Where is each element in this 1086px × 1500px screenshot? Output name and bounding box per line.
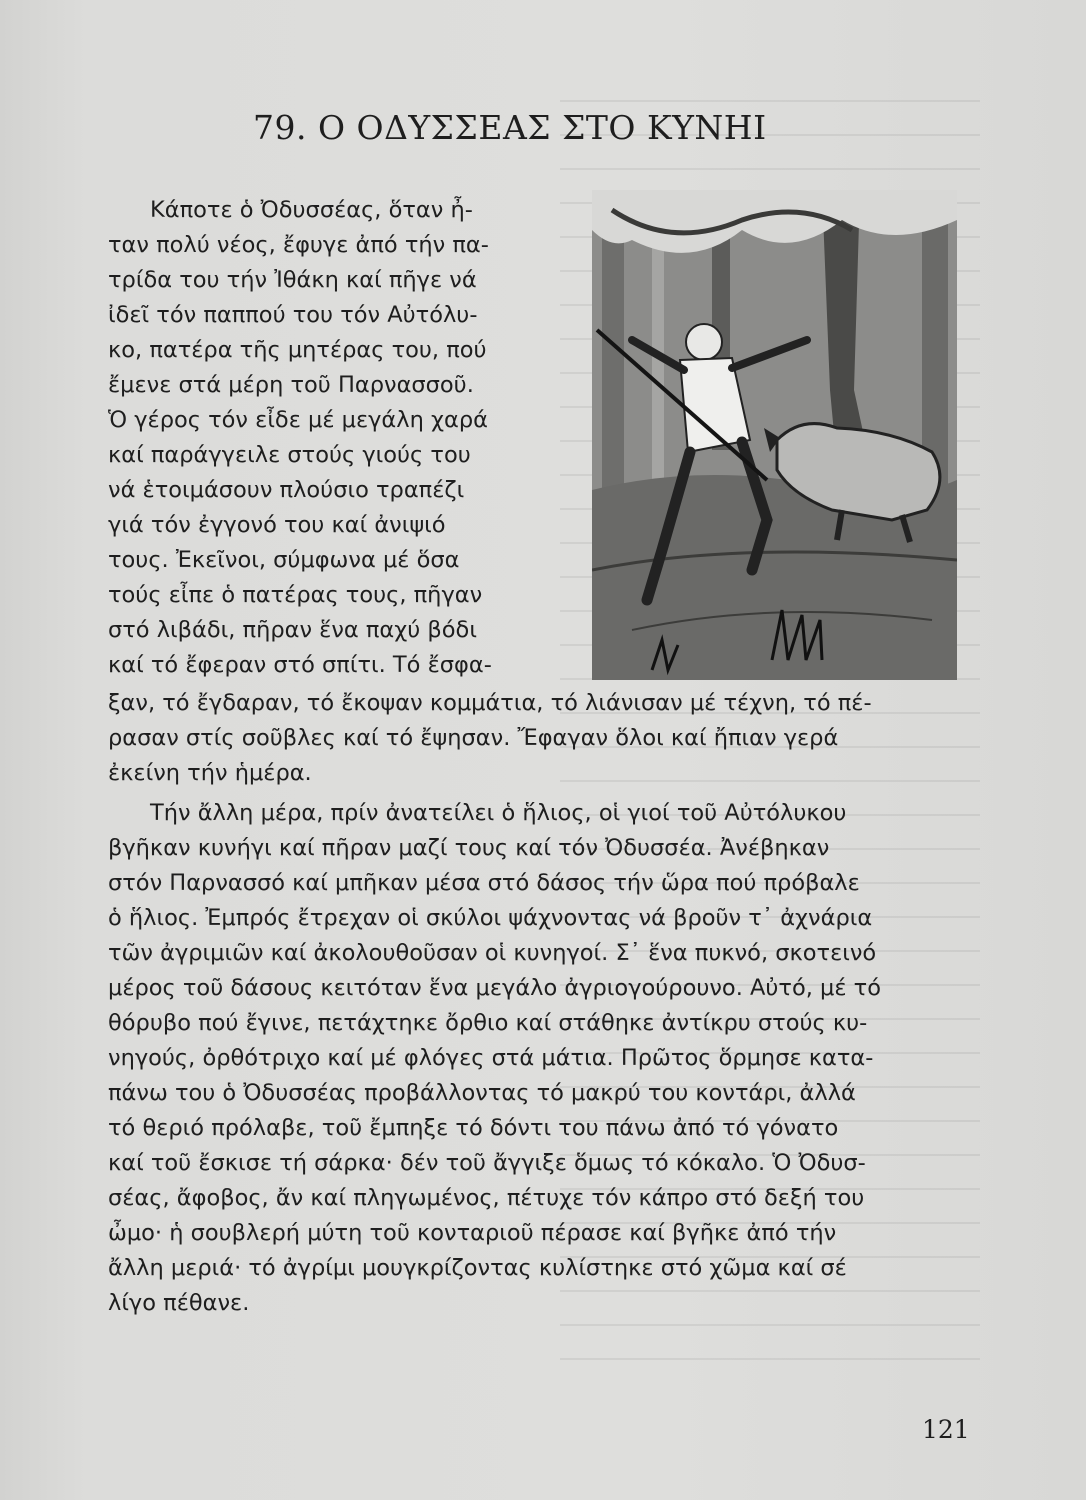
text-line: Τήν ἄλλη μέρα, πρίν ἀνατείλει ὁ ἥλιος, οἱ γιοί τοῦ Αὐτόλυκου (150, 800, 847, 826)
page-number: 121 (922, 1415, 970, 1444)
text-line: στόν Παρνασσό καί μπῆκαν μέσα στό δάσος τήν ὥρα πού πρόβαλε (108, 870, 860, 896)
text-line: νά ἑτοιμάσουν πλούσιο τραπέζι (108, 477, 465, 503)
text-line: ἰδεῖ τόν παππού του τόν Αὐτόλυ- (108, 302, 478, 328)
text-line: ὦμο· ἡ σουβλερή μύτη τοῦ κονταριοῦ πέρασε καί βγῆκε ἀπό τήν (108, 1220, 837, 1246)
text-line: Κάποτε ὁ Ὀδυσσέας, ὅταν ἦ- (150, 197, 473, 223)
text-line: τῶν ἀγριμιῶν καί ἀκολουθοῦσαν οἱ κυνηγοί. Σ᾽ ἕνα πυκνό, σκοτεινό (108, 940, 877, 966)
text-line: ξαν, τό ἔγδαραν, τό ἔκοψαν κομμάτια, τό λιάνισαν μέ τέχνη, τό πέ- (108, 690, 872, 716)
text-line: μέρος τοῦ δάσους κειτόταν ἕνα μεγάλο ἀγριογούρουνο. Αὐτό, μέ τό (108, 975, 881, 1001)
text-line: σέας, ἄφοβος, ἄν καί πληγωμένος, πέτυχε τόν κάπρο στό δεξή του (108, 1185, 865, 1211)
text-line: ὁ ἥλιος. Ἐμπρός ἔτρεχαν οἱ σκύλοι ψάχνοντας νά βροῦν τ᾽ ἀχνάρια (108, 905, 873, 931)
text-line: τους. Ἐκεῖνοι, σύμφωνα μέ ὅσα (108, 547, 460, 573)
text-line: λίγο πέθανε. (108, 1290, 250, 1316)
text-line: βγῆκαν κυνήγι καί πῆραν μαζί τους καί τόν Ὀδυσσέα. Ἀνέβηκαν (108, 835, 830, 861)
text-line: καί τοῦ ἔσκισε τή σάρκα· δέν τοῦ ἄγγιξε ὅμως τό κόκαλο. Ὁ Ὀδυσ- (108, 1150, 866, 1176)
text-line: καί παράγγειλε στούς γιούς του (108, 442, 471, 468)
text-line: ρασαν στίς σοῦβλες καί τό ἔψησαν. Ἔφαγαν ὅλοι καί ἤπιαν γερά (108, 725, 839, 751)
text-line: τούς εἶπε ὁ πατέρας τους, πῆγαν (108, 582, 483, 608)
text-line: γιά τόν ἐγγονό του καί ἀνιψιό (108, 512, 446, 538)
text-line: νηγούς, ὀρθότριχο καί μέ φλόγες στά μάτια. Πρῶτος ὅρμησε κατα- (108, 1045, 874, 1071)
chapter-title: 79. Ο ΟΔΥΣΣΕΑΣ ΣΤΟ ΚΥΝΗΙ (253, 108, 767, 147)
text-line: πάνω του ὁ Ὀδυσσέας προβάλλοντας τό μακρύ του κοντάρι, ἀλλά (108, 1080, 856, 1106)
text-line: ἄλλη μεριά· τό ἀγρίμι μουγκρίζοντας κυλίστηκε στό χῶμα καί σέ (108, 1255, 847, 1281)
text-line: τό θεριό πρόλαβε, τοῦ ἔμπηξε τό δόντι του πάνω ἀπό τό γόνατο (108, 1115, 839, 1141)
text-line: καί τό ἔφεραν στό σπίτι. Τό ἔσφα- (108, 652, 492, 678)
text-line: ἐκείνη τήν ἡμέρα. (108, 760, 312, 786)
odysseus-boar-illustration (592, 190, 957, 680)
text-line: θόρυβο πού ἔγινε, πετάχτηκε ὄρθιο καί στάθηκε ἀντίκρυ στούς κυ- (108, 1010, 868, 1036)
text-line: κο, πατέρα τῆς μητέρας του, πού (108, 337, 487, 363)
text-line: ἔμενε στά μέρη τοῦ Παρνασσοῦ. (108, 372, 474, 398)
text-line: Ὁ γέρος τόν εἶδε μέ μεγάλη χαρά (108, 407, 488, 433)
text-line: ταν πολύ νέος, ἔφυγε ἀπό τήν πα- (108, 232, 489, 258)
text-line: στό λιβάδι, πῆραν ἕνα παχύ βόδι (108, 617, 477, 643)
text-line: τρίδα του τήν Ἰθάκη καί πῆγε νά (108, 267, 477, 293)
